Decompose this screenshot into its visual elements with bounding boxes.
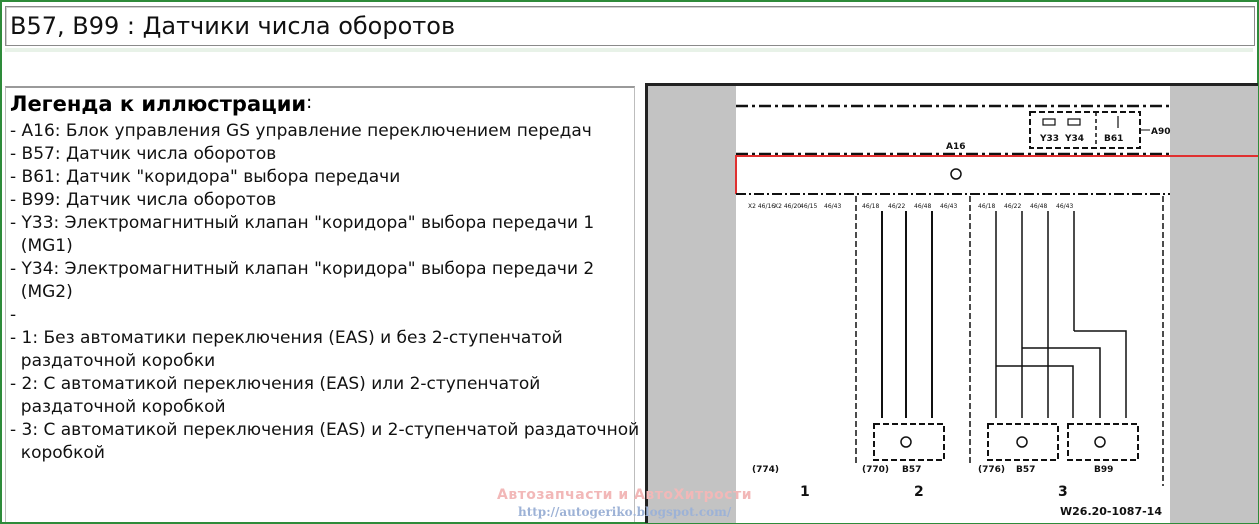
section-3-label: 3 <box>1058 484 1068 500</box>
y33-coil-icon <box>1043 119 1055 125</box>
legend-list <box>10 120 640 465</box>
pin-label: 46/43 <box>940 203 958 210</box>
list-item: - 3: С автоматикой переключения (EAS) и 2-ступенчатой раздаточной <box>10 420 640 440</box>
label-b99: B99 <box>1094 465 1114 475</box>
ref-776: (776) <box>978 465 1006 475</box>
wiring-diagram-svg <box>648 86 1258 523</box>
section-3-wires <box>996 211 1126 418</box>
list-item: (MG2) <box>10 282 73 302</box>
pin-label: 46/43 <box>1056 203 1074 210</box>
list-item: - Y33: Электромагнитный клапан "коридора" выбора передачи 1 <box>10 213 595 233</box>
list-item: - 2: С автоматикой переключения (EAS) или 2-ступенчатой <box>10 374 541 394</box>
b99-sensor-icon <box>1095 437 1105 447</box>
pin-label: 46/22 <box>1004 203 1022 210</box>
watermark-url: http://autogeriko.blogspot.com/ <box>518 505 732 519</box>
list-item: - <box>10 305 17 325</box>
label-y34: Y34 <box>1065 134 1085 144</box>
connector-pin-labels <box>748 203 1073 210</box>
wiring-diagram <box>645 83 1258 523</box>
legend-panel <box>5 86 640 522</box>
pin-label: 46/48 <box>914 203 932 210</box>
b57-sensor-icon <box>901 437 911 447</box>
list-item: - B99: Датчик числа оборотов <box>10 190 277 210</box>
b99-sensor-box <box>1068 424 1138 460</box>
list-item: раздаточной коробки <box>10 351 216 371</box>
pin-label: 46/43 <box>824 203 842 210</box>
title-bar <box>5 6 1255 46</box>
pin-label: 46/22 <box>888 203 906 210</box>
b57-sensor-icon <box>1017 437 1027 447</box>
list-item: коробкой <box>10 443 105 463</box>
pin-label: 46/18 <box>862 203 880 210</box>
gray-side-right <box>1170 86 1258 523</box>
section-2-wires <box>882 211 932 418</box>
watermark-text: Автозапчасти и АвтоХитрости <box>497 487 753 503</box>
label-b61: B61 <box>1104 134 1124 144</box>
b57-sensor-box <box>988 424 1058 460</box>
y34-coil-icon <box>1068 119 1080 125</box>
ref-774: (774) <box>752 465 780 475</box>
label-b57: B57 <box>902 465 922 475</box>
section-1-label: 1 <box>800 484 810 500</box>
legend-heading-colon: : <box>306 92 313 113</box>
list-item: раздаточной коробкой <box>10 397 226 417</box>
label-b57: B57 <box>1016 465 1036 475</box>
pin-label: 46/48 <box>1030 203 1048 210</box>
separator <box>5 48 1253 52</box>
gray-side-left <box>648 86 736 523</box>
list-item: (MG1) <box>10 236 73 256</box>
legend-heading <box>10 92 312 116</box>
a16-sensor-icon <box>951 169 961 179</box>
pin-label: X2 46/20 <box>774 203 802 210</box>
list-item: - 1: Без автоматики переключения (EAS) и без 2-ступенчатой <box>10 328 563 348</box>
pin-label: X2 46/16 <box>748 203 776 210</box>
label-a16: A16 <box>946 142 966 152</box>
section-2-label: 2 <box>914 484 924 500</box>
list-item: - B57: Датчик числа оборотов <box>10 144 277 164</box>
ref-770: (770) <box>862 465 890 475</box>
page-title: B57, B99 : Датчики числа оборотов <box>10 12 456 40</box>
label-a90: A90 <box>1151 127 1171 137</box>
list-item: - Y34: Электромагнитный клапан "коридора" выбора передачи 2 <box>10 259 595 279</box>
label-y33: Y33 <box>1040 134 1060 144</box>
diagram-code: W26.20-1087-14 <box>1060 505 1162 518</box>
legend-heading-text: Легенда к иллюстрации <box>10 92 307 116</box>
pin-label: 46/18 <box>978 203 996 210</box>
b57-sensor-box <box>874 424 944 460</box>
list-item: - A16: Блок управления GS управление переключением передач <box>10 121 592 141</box>
list-item: - B61: Датчик "коридора" выбора передачи <box>10 167 401 187</box>
pin-label: 46/15 <box>800 203 818 210</box>
